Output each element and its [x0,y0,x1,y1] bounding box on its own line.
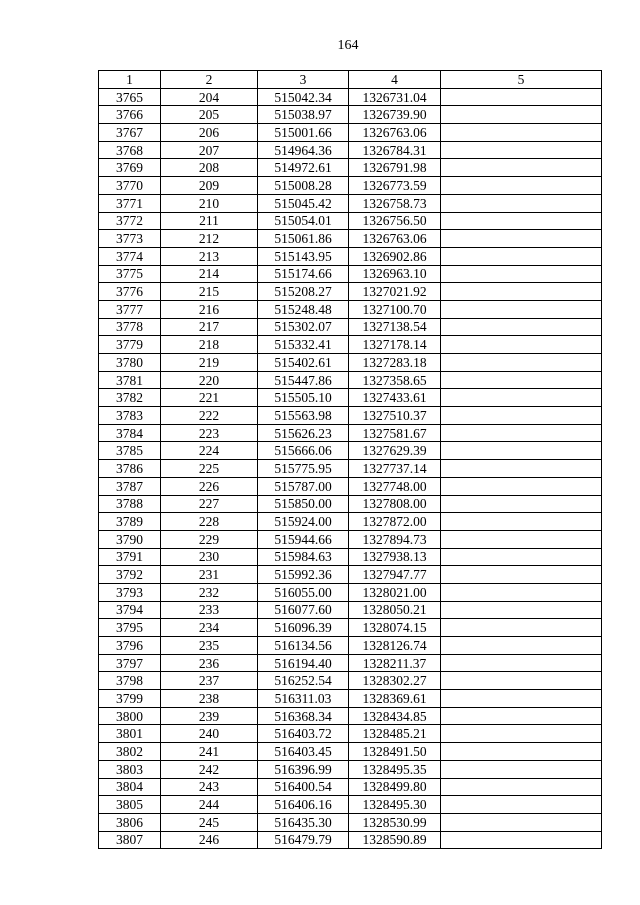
table-cell-col-2: 214 [161,265,258,283]
table-row [99,336,602,354]
table-row [99,141,602,159]
table-cell-col-4: 1328491.50 [349,743,441,761]
table-cell-col-3: 515944.66 [258,530,349,548]
table-cell-col-2: 232 [161,583,258,601]
table-cell-col-5 [441,424,602,442]
table-cell-col-4: 1327737.14 [349,460,441,478]
table-cell-col-3: 515775.95 [258,460,349,478]
table-body [99,88,602,849]
table-cell-col-2: 219 [161,354,258,372]
column-header-3: 3 [258,71,349,89]
table-cell-col-4: 1327358.65 [349,371,441,389]
table-cell-col-1: 3806 [99,813,161,831]
table-cell-col-2: 238 [161,690,258,708]
table-cell-col-1: 3798 [99,672,161,690]
table-cell-col-4: 1326763.06 [349,124,441,142]
table-cell-col-1: 3775 [99,265,161,283]
table-cell-col-5 [441,566,602,584]
table-row [99,212,602,230]
table-row [99,124,602,142]
table-cell-col-2: 237 [161,672,258,690]
table-cell-col-1: 3787 [99,477,161,495]
table-cell-col-5 [441,389,602,407]
table-row [99,513,602,531]
header-row [99,71,602,89]
table-cell-col-1: 3801 [99,725,161,743]
table-cell-col-2: 239 [161,707,258,725]
table-cell-col-1: 3791 [99,548,161,566]
table-cell-col-2: 210 [161,194,258,212]
table-row [99,230,602,248]
table-cell-col-4: 1326773.59 [349,177,441,195]
table-row [99,88,602,106]
table-cell-col-3: 515447.86 [258,371,349,389]
table-cell-col-4: 1328369.61 [349,690,441,708]
table-cell-col-1: 3802 [99,743,161,761]
table-cell-col-5 [441,760,602,778]
table-cell-col-3: 516134.56 [258,637,349,655]
column-header-5: 5 [441,71,602,89]
table-cell-col-2: 222 [161,407,258,425]
table-cell-col-2: 230 [161,548,258,566]
table-cell-col-4: 1326756.50 [349,212,441,230]
table-cell-col-4: 1327021.92 [349,283,441,301]
table-cell-col-2: 244 [161,796,258,814]
table-cell-col-5 [441,212,602,230]
table-cell-col-1: 3773 [99,230,161,248]
table-cell-col-5 [441,707,602,725]
table-cell-col-5 [441,88,602,106]
table-cell-col-5 [441,177,602,195]
table-cell-col-2: 206 [161,124,258,142]
table-cell-col-2: 205 [161,106,258,124]
table-row [99,760,602,778]
table-cell-col-3: 515054.01 [258,212,349,230]
table-cell-col-2: 242 [161,760,258,778]
table-row [99,707,602,725]
table-cell-col-5 [441,513,602,531]
table-row [99,619,602,637]
table-cell-col-3: 515666.06 [258,442,349,460]
table-cell-col-4: 1328499.80 [349,778,441,796]
coordinates-table [98,70,602,849]
table-cell-col-3: 515984.63 [258,548,349,566]
table-cell-col-2: 234 [161,619,258,637]
table-cell-col-4: 1328302.27 [349,672,441,690]
table-cell-col-5 [441,548,602,566]
table-cell-col-3: 515042.34 [258,88,349,106]
table-cell-col-1: 3795 [99,619,161,637]
table-header [99,71,602,89]
table-cell-col-3: 516368.34 [258,707,349,725]
table-row [99,265,602,283]
page-number: 164 [337,38,359,53]
table-cell-col-2: 216 [161,300,258,318]
table-cell-col-5 [441,530,602,548]
table-row [99,424,602,442]
table-cell-col-3: 515992.36 [258,566,349,584]
table-cell-col-4: 1326763.06 [349,230,441,248]
table-cell-col-4: 1326731.04 [349,88,441,106]
table-cell-col-1: 3803 [99,760,161,778]
table-row [99,690,602,708]
table-cell-col-5 [441,371,602,389]
table-cell-col-5 [441,796,602,814]
table-cell-col-5 [441,831,602,849]
table-cell-col-5 [441,336,602,354]
table-row [99,247,602,265]
table-cell-col-1: 3774 [99,247,161,265]
table-cell-col-4: 1328530.99 [349,813,441,831]
table-cell-col-1: 3779 [99,336,161,354]
table-cell-col-2: 207 [161,141,258,159]
table-cell-col-2: 235 [161,637,258,655]
table-cell-col-3: 516396.99 [258,760,349,778]
table-cell-col-3: 516252.54 [258,672,349,690]
table-row [99,672,602,690]
table-cell-col-3: 515332.41 [258,336,349,354]
table-row [99,318,602,336]
table-cell-col-1: 3799 [99,690,161,708]
table-cell-col-5 [441,124,602,142]
table-cell-col-2: 217 [161,318,258,336]
table-cell-col-1: 3780 [99,354,161,372]
table-cell-col-4: 1326758.73 [349,194,441,212]
table-cell-col-3: 516479.79 [258,831,349,849]
table-cell-col-1: 3789 [99,513,161,531]
table-row [99,495,602,513]
table-cell-col-1: 3771 [99,194,161,212]
table-cell-col-4: 1328211.37 [349,654,441,672]
table-cell-col-5 [441,354,602,372]
table-cell-col-2: 227 [161,495,258,513]
table-cell-col-1: 3788 [99,495,161,513]
table-row [99,389,602,407]
table-cell-col-2: 218 [161,336,258,354]
table-cell-col-5 [441,159,602,177]
table-cell-col-4: 1326739.90 [349,106,441,124]
table-cell-col-2: 208 [161,159,258,177]
table-cell-col-3: 516403.72 [258,725,349,743]
table-cell-col-1: 3785 [99,442,161,460]
table-cell-col-3: 516055.00 [258,583,349,601]
table-cell-col-2: 241 [161,743,258,761]
table-row [99,283,602,301]
table-cell-col-5 [441,654,602,672]
table-cell-col-4: 1327283.18 [349,354,441,372]
table-cell-col-5 [441,407,602,425]
table-cell-col-2: 243 [161,778,258,796]
table-cell-col-3: 515850.00 [258,495,349,513]
table-cell-col-4: 1328434.85 [349,707,441,725]
table-cell-col-1: 3765 [99,88,161,106]
table-cell-col-1: 3766 [99,106,161,124]
table-cell-col-4: 1328485.21 [349,725,441,743]
table-cell-col-2: 215 [161,283,258,301]
table-cell-col-4: 1327433.61 [349,389,441,407]
table-cell-col-1: 3781 [99,371,161,389]
table-cell-col-4: 1327178.14 [349,336,441,354]
table-cell-col-4: 1327629.39 [349,442,441,460]
table-row [99,813,602,831]
table-cell-col-5 [441,318,602,336]
table-cell-col-5 [441,813,602,831]
table-cell-col-2: 220 [161,371,258,389]
table-cell-col-3: 516096.39 [258,619,349,637]
table-cell-col-1: 3807 [99,831,161,849]
table-cell-col-3: 515174.66 [258,265,349,283]
table-cell-col-2: 246 [161,831,258,849]
table-cell-col-2: 245 [161,813,258,831]
table-cell-col-4: 1327748.00 [349,477,441,495]
table-cell-col-5 [441,194,602,212]
table-cell-col-4: 1328495.35 [349,760,441,778]
table-row [99,583,602,601]
table-cell-col-1: 3778 [99,318,161,336]
table-cell-col-1: 3783 [99,407,161,425]
table-cell-col-1: 3804 [99,778,161,796]
table-cell-col-3: 516077.60 [258,601,349,619]
table-cell-col-5 [441,477,602,495]
table-cell-col-1: 3782 [99,389,161,407]
table-cell-col-1: 3797 [99,654,161,672]
table-row [99,194,602,212]
table-cell-col-4: 1328126.74 [349,637,441,655]
table-cell-col-1: 3800 [99,707,161,725]
table-cell-col-1: 3784 [99,424,161,442]
table-row [99,407,602,425]
table-cell-col-5 [441,619,602,637]
table-cell-col-5 [441,141,602,159]
table-cell-col-3: 516311.03 [258,690,349,708]
table-cell-col-5 [441,743,602,761]
table-cell-col-3: 515061.86 [258,230,349,248]
table-row [99,442,602,460]
table-cell-col-2: 221 [161,389,258,407]
table-cell-col-3: 515402.61 [258,354,349,372]
table-row [99,796,602,814]
table-row [99,106,602,124]
table-row [99,601,602,619]
table-cell-col-5 [441,300,602,318]
table-cell-col-1: 3777 [99,300,161,318]
table-cell-col-5 [441,283,602,301]
table-cell-col-3: 516400.54 [258,778,349,796]
table-cell-col-2: 224 [161,442,258,460]
table-cell-col-5 [441,442,602,460]
table-cell-col-2: 213 [161,247,258,265]
table-cell-col-2: 229 [161,530,258,548]
table-cell-col-4: 1328021.00 [349,583,441,601]
table-cell-col-4: 1327581.67 [349,424,441,442]
table-row [99,159,602,177]
table-cell-col-5 [441,672,602,690]
table-cell-col-4: 1326902.86 [349,247,441,265]
table-cell-col-1: 3767 [99,124,161,142]
table-cell-col-4: 1327947.77 [349,566,441,584]
table-cell-col-5 [441,725,602,743]
table-cell-col-3: 515302.07 [258,318,349,336]
table-row [99,778,602,796]
table-cell-col-4: 1327894.73 [349,530,441,548]
table-cell-col-4: 1327872.00 [349,513,441,531]
table-cell-col-4: 1328074.15 [349,619,441,637]
table-cell-col-2: 212 [161,230,258,248]
table-cell-col-4: 1327938.13 [349,548,441,566]
table-cell-col-3: 515045.42 [258,194,349,212]
table-cell-col-2: 209 [161,177,258,195]
table-cell-col-4: 1326791.98 [349,159,441,177]
table-cell-col-3: 514972.61 [258,159,349,177]
table-cell-col-5 [441,265,602,283]
table-row [99,477,602,495]
table-cell-col-3: 515505.10 [258,389,349,407]
table-cell-col-1: 3786 [99,460,161,478]
table-cell-col-3: 516435.30 [258,813,349,831]
table-cell-col-3: 515787.00 [258,477,349,495]
table-cell-col-4: 1328050.21 [349,601,441,619]
table-cell-col-1: 3792 [99,566,161,584]
table-row [99,548,602,566]
table-cell-col-3: 516194.40 [258,654,349,672]
table-row [99,654,602,672]
table-cell-col-2: 204 [161,88,258,106]
table-cell-col-5 [441,583,602,601]
table-row [99,725,602,743]
table-cell-col-1: 3796 [99,637,161,655]
table-cell-col-5 [441,247,602,265]
table-cell-col-3: 515038.97 [258,106,349,124]
table-cell-col-3: 515626.23 [258,424,349,442]
table-row [99,743,602,761]
table-row [99,371,602,389]
table-cell-col-2: 228 [161,513,258,531]
table-cell-col-2: 225 [161,460,258,478]
table-cell-col-1: 3790 [99,530,161,548]
table-cell-col-5 [441,460,602,478]
table-cell-col-3: 515924.00 [258,513,349,531]
table-cell-col-2: 240 [161,725,258,743]
table-cell-col-5 [441,637,602,655]
column-header-2: 2 [161,71,258,89]
table-cell-col-2: 236 [161,654,258,672]
table-cell-col-2: 231 [161,566,258,584]
table-cell-col-4: 1327138.54 [349,318,441,336]
table-cell-col-5 [441,778,602,796]
table-cell-col-4: 1328590.89 [349,831,441,849]
table-cell-col-4: 1326784.31 [349,141,441,159]
table-cell-col-1: 3793 [99,583,161,601]
table-cell-col-5 [441,690,602,708]
table-cell-col-5 [441,106,602,124]
table-cell-col-3: 516406.16 [258,796,349,814]
table-row [99,566,602,584]
table-cell-col-2: 226 [161,477,258,495]
column-header-4: 4 [349,71,441,89]
table-cell-col-1: 3776 [99,283,161,301]
table-cell-col-5 [441,495,602,513]
table-cell-col-1: 3805 [99,796,161,814]
table-cell-col-3: 515001.66 [258,124,349,142]
table-cell-col-3: 515248.48 [258,300,349,318]
table-cell-col-4: 1327808.00 [349,495,441,513]
table-row [99,530,602,548]
table-cell-col-2: 211 [161,212,258,230]
table-cell-col-1: 3772 [99,212,161,230]
table-cell-col-3: 516403.45 [258,743,349,761]
table-cell-col-3: 515143.95 [258,247,349,265]
table-cell-col-5 [441,601,602,619]
table-cell-col-3: 515208.27 [258,283,349,301]
table-row [99,354,602,372]
table-cell-col-1: 3769 [99,159,161,177]
table-cell-col-5 [441,230,602,248]
table-row [99,637,602,655]
table-cell-col-1: 3794 [99,601,161,619]
table-cell-col-3: 515563.98 [258,407,349,425]
table-row [99,460,602,478]
table-cell-col-3: 514964.36 [258,141,349,159]
table-cell-col-4: 1327510.37 [349,407,441,425]
table-cell-col-4: 1328495.30 [349,796,441,814]
table-cell-col-4: 1327100.70 [349,300,441,318]
table-row [99,831,602,849]
table-cell-col-1: 3770 [99,177,161,195]
table-cell-col-2: 223 [161,424,258,442]
column-header-1: 1 [99,71,161,89]
table-row [99,300,602,318]
table-cell-col-2: 233 [161,601,258,619]
table-cell-col-3: 515008.28 [258,177,349,195]
table-cell-col-1: 3768 [99,141,161,159]
table-cell-col-4: 1326963.10 [349,265,441,283]
table-row [99,177,602,195]
